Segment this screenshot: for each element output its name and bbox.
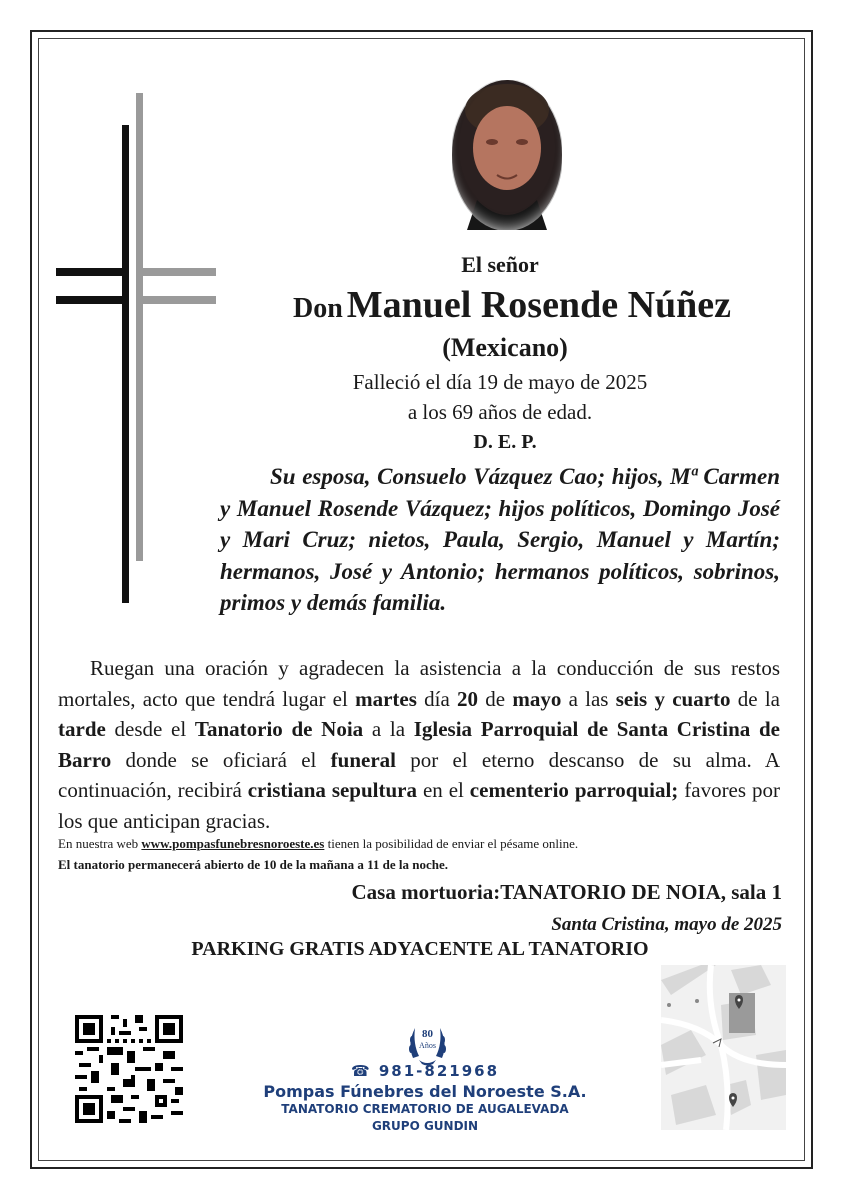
text-segment: desde el bbox=[105, 717, 195, 741]
day-of-week: martes bbox=[355, 686, 417, 711]
ceremony-text bbox=[58, 653, 780, 836]
nationality: (Mexicano) bbox=[442, 333, 568, 362]
web-note-suffix: tienen la posibilidad de enviar el pésame online. bbox=[324, 836, 579, 851]
text-segment: de bbox=[478, 686, 513, 711]
opening-hours: El tanatorio permanecerá abierto de 10 de la mañana a 11 de la noche. bbox=[58, 857, 448, 872]
web-note bbox=[58, 836, 578, 852]
place-date: Santa Cristina, mayo de 2025 bbox=[551, 914, 782, 935]
logo-years-label: Años bbox=[419, 1041, 436, 1050]
funeral-home: Tanatorio de Noia bbox=[194, 717, 364, 741]
cemetery: cementerio parroquial; bbox=[469, 778, 679, 802]
day-number: 20 bbox=[457, 686, 479, 711]
text-segment: en el bbox=[417, 778, 470, 802]
cross-icon bbox=[56, 93, 216, 613]
parking-notice: PARKING GRATIS ADYACENTE AL TANATORIO bbox=[191, 938, 649, 960]
text-segment: favores por los que anticipan gracias. bbox=[58, 778, 780, 833]
deceased-name bbox=[232, 283, 792, 327]
phone-number[interactable] bbox=[300, 1062, 550, 1080]
anniversary-logo bbox=[405, 1020, 450, 1068]
church: Iglesia Parroquial de Santa Cristina de Barro bbox=[58, 717, 780, 772]
company-name: Pompas Fúnebres del Noroeste S.A. bbox=[263, 1082, 587, 1101]
text-segment: donde se oficiará el bbox=[111, 747, 331, 772]
qr-code[interactable] bbox=[75, 1015, 183, 1123]
phone-icon: ☎ bbox=[350, 1062, 372, 1080]
text-segment: a las bbox=[561, 686, 616, 711]
intro-text: El señor bbox=[461, 252, 539, 277]
deceased-photo bbox=[452, 80, 562, 230]
casa-mortuoria: Casa mortuoria:TANATORIO DE NOIA, sala 1 bbox=[351, 880, 782, 904]
age: a los 69 años de edad. bbox=[407, 400, 593, 424]
death-date: Falleció el día 19 de mayo de 2025 bbox=[352, 370, 648, 394]
group-name: GRUPO GUNDIN bbox=[371, 1119, 479, 1133]
location-map[interactable] bbox=[661, 965, 786, 1130]
text-segment: Ruegan una oración y agradecen la asistencia a la conducción de sus restos mortales, acto que tendrá lugar el bbox=[58, 656, 780, 711]
phone-text: 981-821968 bbox=[378, 1062, 500, 1080]
full-name: Manuel Rosende Núñez bbox=[346, 284, 732, 326]
time: seis y cuarto bbox=[615, 686, 731, 711]
burial: cristiana sepultura bbox=[247, 778, 417, 802]
text-segment: por el eterno descanso de su alma. A continuación, recibirá bbox=[58, 747, 780, 802]
website-link[interactable]: www.pompasfunebresnoroeste.es bbox=[141, 836, 325, 851]
logo-years-number: 80 bbox=[422, 1028, 433, 1040]
text-segment: a la bbox=[363, 717, 414, 741]
dep-text: D. E. P. bbox=[473, 431, 537, 453]
month: mayo bbox=[512, 686, 562, 711]
text-segment: de la bbox=[730, 686, 780, 711]
web-note-prefix: En nuestra web bbox=[58, 836, 142, 851]
funeral: funeral bbox=[330, 747, 396, 772]
crematorio-name: TANATORIO CREMATORIO DE AUGALEVADA bbox=[281, 1102, 569, 1116]
family-list: Su esposa, Consuelo Vázquez Cao; hijos, Mª Carmen y Manuel Rosende Vázquez; hijos políticos, Domingo José y Mari Cruz; nietos, Paula, Sergio, Manuel y Martín; hermanos, José y Antonio; hermanos políticos, sobrinos, primos y demás familia. bbox=[220, 464, 780, 615]
time-of-day: tarde bbox=[58, 717, 106, 741]
text-segment: día bbox=[416, 686, 458, 711]
title-prefix: Don bbox=[292, 293, 343, 324]
